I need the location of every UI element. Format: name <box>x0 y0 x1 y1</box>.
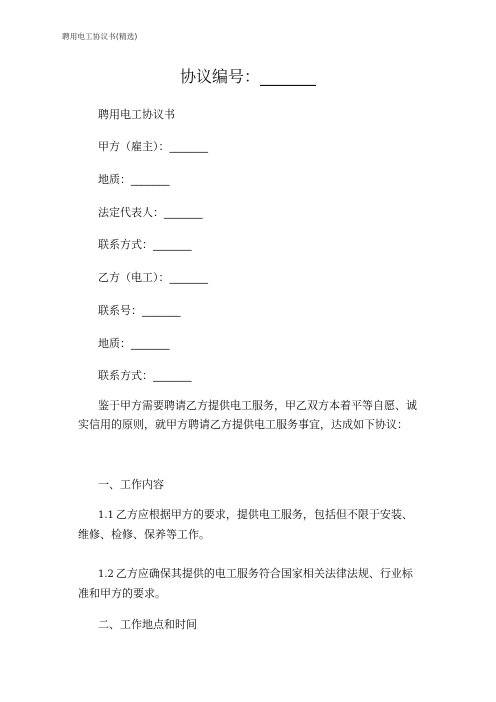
section-heading-work-location-time: 二、工作地点和时间 <box>98 618 197 631</box>
field-address-b: 地质：_______ <box>98 337 170 350</box>
clause-number: 1.2 <box>98 569 114 580</box>
field-address-a: 地质：_______ <box>98 173 170 186</box>
field-party-a: 甲方（雇主）：_______ <box>98 140 208 153</box>
agreement-number-title: 协议编号：_______ <box>179 67 316 86</box>
field-party-b: 乙方（电工）：_______ <box>98 271 208 284</box>
intro-paragraph: 鉴于甲方需要聘请乙方提供电工服务，甲乙双方本着平等自愿、诚实信用的原则，就甲方聘请乙方提供电工服务事宜，达成如下协议： <box>78 399 417 431</box>
running-header: 聘用电工协议书(精选) <box>62 32 138 41</box>
clause-text: 乙方应确保其提供的电工服务符合国家相关法律法规、行业标准和甲方的要求。 <box>78 567 413 600</box>
clause-number: 1.1 <box>98 510 114 521</box>
clause-1-1 <box>78 505 422 544</box>
clause-1-2 <box>78 564 422 603</box>
document-subtitle: 聘用电工协议书 <box>98 108 175 121</box>
field-contact-b: 联系方式：_______ <box>98 369 192 382</box>
section-heading-work-content: 一、工作内容 <box>98 478 164 491</box>
field-phone-b: 联系号：_______ <box>98 304 181 317</box>
field-contact-a: 联系方式：_______ <box>98 238 192 251</box>
clause-text: 乙方应根据甲方的要求，提供电工服务，包括但不限于安装、维修、检修、保养等工作。 <box>78 508 413 541</box>
field-legal-representative: 法定代表人：_______ <box>98 206 203 219</box>
